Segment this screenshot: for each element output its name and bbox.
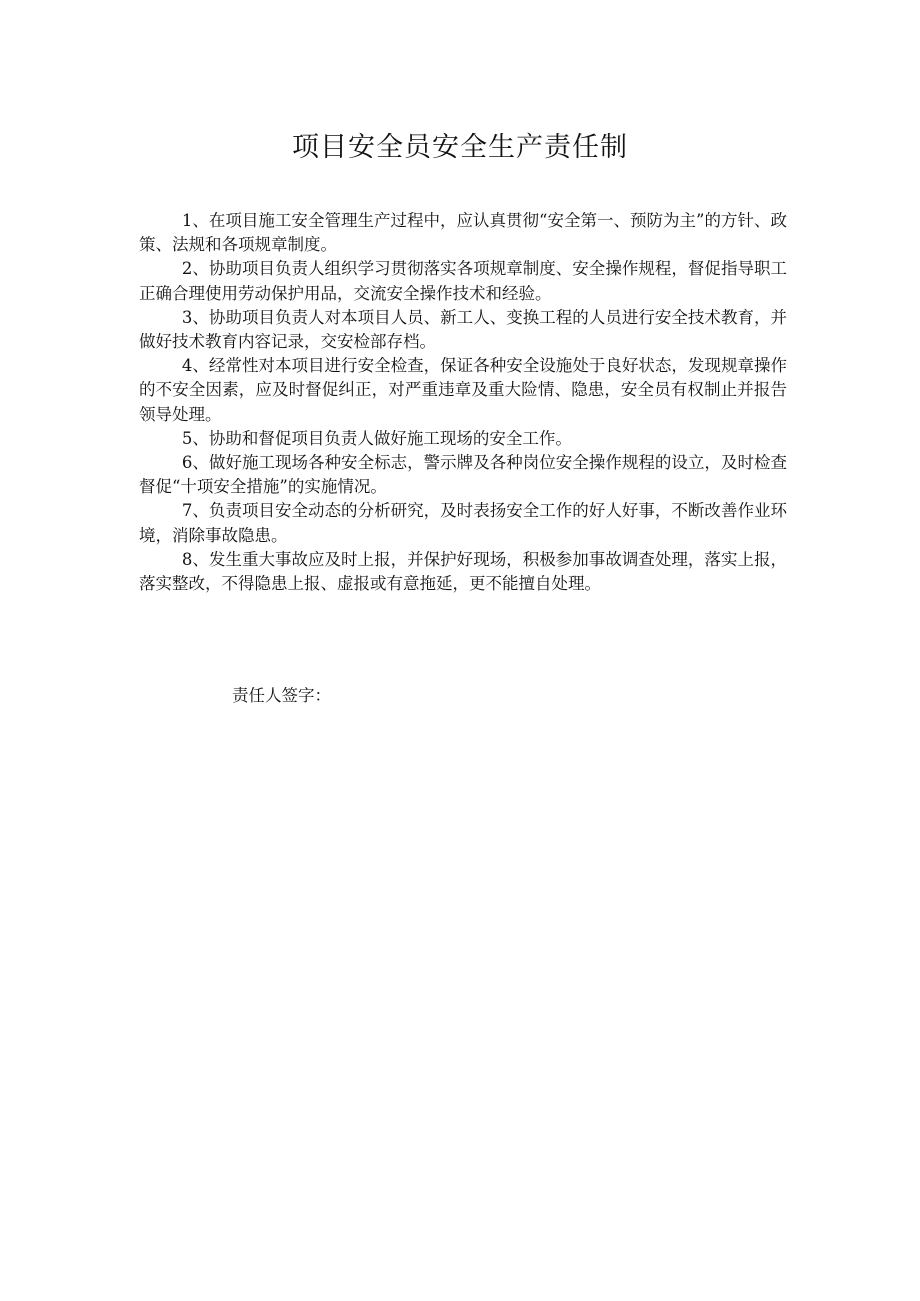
paragraph-8: 8、发生重大事故应及时上报，并保护好现场，积极参加事故调查处理，落实上报，落实整改，不得隐患上报、虚报或有意拖延，更不能擅自处理。 [139,549,787,594]
signature-label: 责任人签字： [232,686,331,705]
paragraph-4: 4、经常性对本项目进行安全检查，保证各种安全设施处于良好状态，发现规章操作的不安全因素，应及时督促纠正，对严重违章及重大险情、隐患，安全员有权制止并报告领导处理。 [139,356,787,424]
document-title: 项目安全员安全生产责任制 [292,132,628,163]
document-body [139,209,787,596]
paragraph-3: 3、协助项目负责人对本项目人员、新工人、变换工程的人员进行安全技术教育，并做好技术教育内容记录，交安检部存档。 [139,307,787,352]
paragraph-1: 1、在项目施工安全管理生产过程中，应认真贯彻“安全第一、预防为主”的方针、政策、法规和各项规章制度。 [139,211,787,255]
paragraph-6: 6、做好施工现场各种安全标志，警示牌及各种岗位安全操作规程的设立，及时检查督促“十项安全措施”的实施情况。 [139,453,787,497]
paragraph-7: 7、负责项目安全动态的分析研究，及时表扬安全工作的好人好事，不断改善作业环境，消除事故隐患。 [139,501,787,545]
paragraph-5: 5、协助和督促项目负责人做好施工现场的安全工作。 [181,428,572,448]
paragraph-2: 2、协助项目负责人组织学习贯彻落实各项规章制度、安全操作规程，督促指导职工正确合理使用劳动保护用品，交流安全操作技术和经验。 [139,259,787,303]
